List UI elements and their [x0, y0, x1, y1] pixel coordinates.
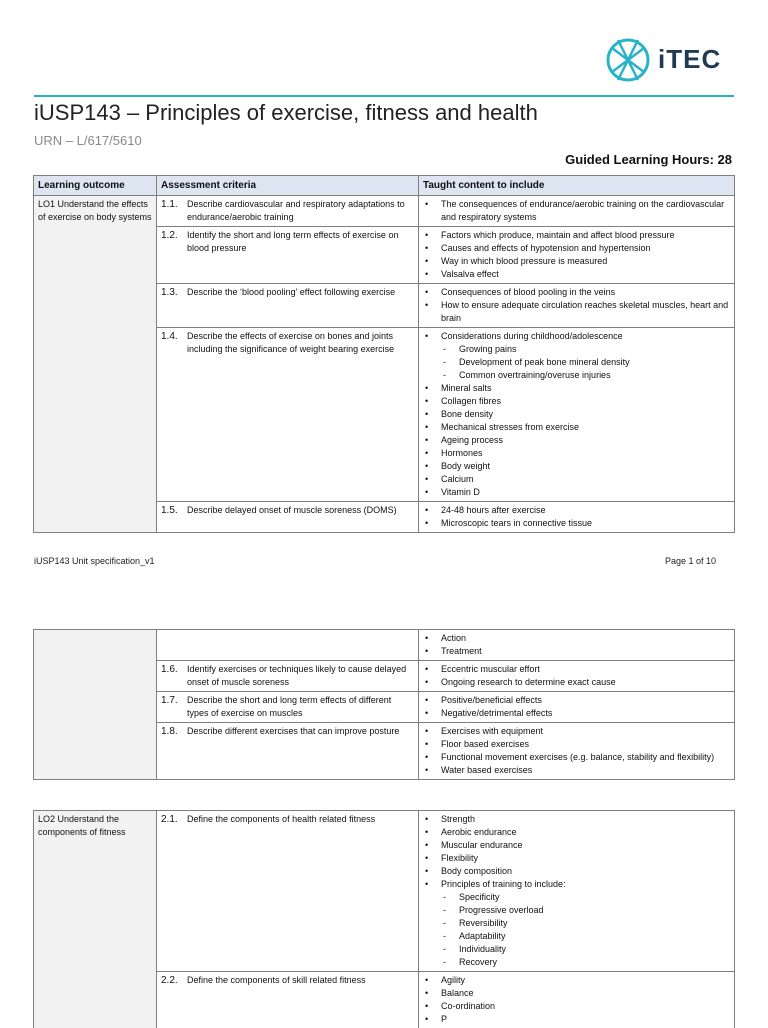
- list-item: [423, 878, 730, 969]
- criterion-text: Identify the short and long term effects of exercise on blood pressure: [187, 229, 414, 255]
- list-item: • Hormones: [423, 447, 730, 460]
- criterion-number: 1.3.: [161, 286, 187, 299]
- criterion-number: 1.7.: [161, 694, 187, 720]
- criterion-text: Define the components of skill related fitness: [187, 974, 366, 987]
- list-item: [423, 330, 730, 382]
- content-1-5: [419, 502, 735, 533]
- sub-list-item: - Specificity: [441, 891, 730, 904]
- learning-outcome-lo2: LO2 Understand the components of fitness: [34, 811, 157, 1028]
- content-1-8: [419, 723, 735, 780]
- list-item: • Flexibility: [423, 852, 730, 865]
- list-item: • Exercises with equipment: [423, 725, 730, 738]
- criterion-2-2: [157, 972, 419, 1028]
- list-item: • Consequences of blood pooling in the veins: [423, 286, 730, 299]
- content-1-1: [419, 196, 735, 227]
- criterion-1-6: [157, 661, 419, 692]
- footer-left: iUSP143 Unit specification_v1: [34, 556, 155, 566]
- table-row: [34, 630, 735, 661]
- list-item: • Floor based exercises: [423, 738, 730, 751]
- list-item: • 24-48 hours after exercise: [423, 504, 730, 517]
- criterion-number: 1.4.: [161, 330, 187, 356]
- list-item: • Body weight: [423, 460, 730, 473]
- list-item: • Negative/detrimental effects: [423, 707, 730, 720]
- list-item: • Treatment: [423, 645, 730, 658]
- criterion-text: Describe the short and long term effects of different types of exercise on muscles: [187, 694, 414, 720]
- list-item: • Ageing process: [423, 434, 730, 447]
- criterion-2-1: [157, 811, 419, 972]
- criterion-1-7: [157, 692, 419, 723]
- list-item: • Collagen fibres: [423, 395, 730, 408]
- list-item: • Vitamin D: [423, 486, 730, 499]
- sub-list: [441, 343, 730, 382]
- sub-list-item: - Adaptability: [441, 930, 730, 943]
- table-row: [34, 196, 735, 227]
- globe-logo-icon: [604, 34, 652, 86]
- criterion-text: Describe cardiovascular and respiratory adaptations to endurance/aerobic training: [187, 198, 414, 224]
- list-item: • P: [423, 1013, 730, 1026]
- table-row: [34, 811, 735, 972]
- list-item-text: Considerations during childhood/adolescence: [441, 331, 623, 341]
- content-1-3: [419, 284, 735, 328]
- sub-list: [441, 891, 730, 969]
- header-learning-outcome: Learning outcome: [34, 176, 157, 196]
- header-assessment-criteria: Assessment criteria: [157, 176, 419, 196]
- list-item: • Positive/beneficial effects: [423, 694, 730, 707]
- list-item: • Mineral salts: [423, 382, 730, 395]
- list-item: • Water based exercises: [423, 764, 730, 777]
- list-item: • How to ensure adequate circulation reaches skeletal muscles, heart and brain: [423, 299, 730, 325]
- criterion-1-1: [157, 196, 419, 227]
- criterion-text: Identify exercises or techniques likely to cause delayed onset of muscle soreness: [187, 663, 414, 689]
- list-item: • Co-ordination: [423, 1000, 730, 1013]
- urn-text: URN – L/617/5610: [34, 133, 142, 148]
- criterion-1-3: [157, 284, 419, 328]
- content-1-6: [419, 661, 735, 692]
- criterion-text: Describe delayed onset of muscle soreness (DOMS): [187, 504, 397, 517]
- list-item: • Strength: [423, 813, 730, 826]
- guided-learning-hours: Guided Learning Hours: 28: [565, 152, 732, 167]
- criterion-1-2: [157, 227, 419, 284]
- criterion-number: 1.1.: [161, 198, 187, 224]
- sub-list-item: - Common overtraining/overuse injuries: [441, 369, 730, 382]
- learning-outcome-lo1: LO1 Understand the effects of exercise on body systems: [34, 196, 157, 533]
- sub-list-item: - Reversibility: [441, 917, 730, 930]
- list-item: • Balance: [423, 987, 730, 1000]
- table-header-row: [34, 176, 735, 196]
- logo-text: iTEC: [658, 44, 721, 75]
- list-item: • Ongoing research to determine exact cause: [423, 676, 730, 689]
- criterion-text: Describe different exercises that can improve posture: [187, 725, 399, 738]
- list-item: • Action: [423, 632, 730, 645]
- list-item: • Mechanical stresses from exercise: [423, 421, 730, 434]
- list-item: • Bone density: [423, 408, 730, 421]
- content-1-7: [419, 692, 735, 723]
- sub-list-item: - Progressive overload: [441, 904, 730, 917]
- list-item: • Aerobic endurance: [423, 826, 730, 839]
- criterion-1-5: [157, 502, 419, 533]
- list-item: • Functional movement exercises (e.g. balance, stability and flexibility): [423, 751, 730, 764]
- spec-table-lo2: [33, 810, 735, 1028]
- criterion-1-4: [157, 328, 419, 502]
- criterion-number: 2.2.: [161, 974, 187, 987]
- sub-list-item: - Individuality: [441, 943, 730, 956]
- criterion-number: 2.1.: [161, 813, 187, 826]
- criterion-1-8: [157, 723, 419, 780]
- content-1-4: [419, 328, 735, 502]
- list-item: • Causes and effects of hypotension and hypertension: [423, 242, 730, 255]
- content-2-2: [419, 972, 735, 1028]
- list-item: • Factors which produce, maintain and affect blood pressure: [423, 229, 730, 242]
- list-item: • Body composition: [423, 865, 730, 878]
- criterion-text: Describe the ‘blood pooling’ effect following exercise: [187, 286, 395, 299]
- itec-logo: [604, 34, 736, 86]
- header-rule: [34, 95, 734, 97]
- content-1-5-continued: [419, 630, 735, 661]
- content-2-1: [419, 811, 735, 972]
- sub-list-item: - Development of peak bone mineral density: [441, 356, 730, 369]
- list-item: • The consequences of endurance/aerobic training on the cardiovascular and respiratory systems: [423, 198, 730, 224]
- list-item-text: Principles of training to include:: [441, 879, 566, 889]
- list-item: • Microscopic tears in connective tissue: [423, 517, 730, 530]
- criterion-number: 1.5.: [161, 504, 187, 517]
- list-item: • Valsalva effect: [423, 268, 730, 281]
- list-item: • Eccentric muscular effort: [423, 663, 730, 676]
- sub-list-item: - Growing pains: [441, 343, 730, 356]
- learning-outcome-lo1-continued: [34, 630, 157, 780]
- header-taught-content: Taught content to include: [419, 176, 735, 196]
- content-1-2: [419, 227, 735, 284]
- criterion-1-5-continued: [157, 630, 419, 661]
- spec-table-page2: [33, 629, 735, 780]
- criterion-number: 1.6.: [161, 663, 187, 689]
- footer-page-number: Page 1 of 10: [665, 556, 716, 566]
- criterion-text: Define the components of health related fitness: [187, 813, 375, 826]
- list-item: • Calcium: [423, 473, 730, 486]
- spec-table-page1: [33, 175, 735, 533]
- criterion-number: 1.8.: [161, 725, 187, 738]
- criterion-text: Describe the effects of exercise on bones and joints including the significance of weight bearing exercise: [187, 330, 414, 356]
- list-item: • Muscular endurance: [423, 839, 730, 852]
- sub-list-item: - Recovery: [441, 956, 730, 969]
- criterion-number: 1.2.: [161, 229, 187, 255]
- list-item: • Agility: [423, 974, 730, 987]
- page-title: iUSP143 – Principles of exercise, fitness and health: [34, 100, 538, 126]
- list-item: • Way in which blood pressure is measured: [423, 255, 730, 268]
